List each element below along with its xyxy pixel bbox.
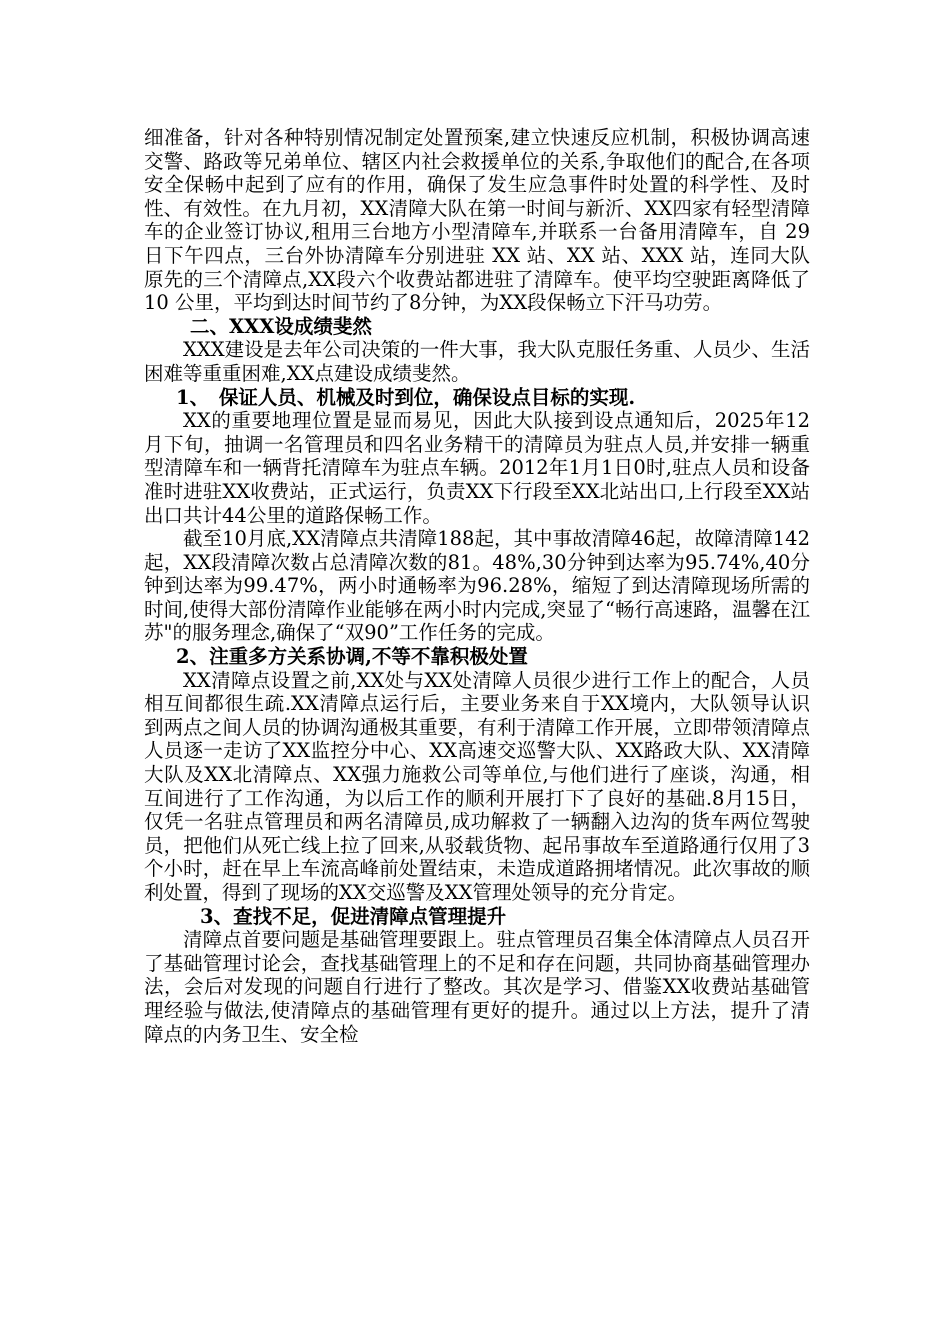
paragraph-sub1-b: 截至10月底,XX清障点共清障188起，其中事故清障46起，故障清障142起，XX段清障次数占总清障次数的81。48%,30分钟到达率为95.74%,40分钟到达率为99.47%，两小时通畅率为96.28%，缩短了到达清障现场所需的时间,使得大部份清障作业能够在两小时内完成,突显了“畅行高速路，温馨在江苏"的服务理念,确保了“双90”工作任务的完成。 xyxy=(144,527,810,645)
subheading-2: 2、注重多方关系协调,不等不靠积极处置 xyxy=(176,645,528,669)
subheading-3: 3、查找不足，促进清障点管理提升 xyxy=(200,904,507,928)
section-heading-2: 二、XXX设成绩斐然 xyxy=(190,314,372,338)
subheading-1: 1、 保证人员、机械及时到位，确保设点目标的实现. xyxy=(176,385,636,409)
paragraph-sub3: 清障点首要问题是基础管理要跟上。驻点管理员召集全体清障点人员召开了基础管理讨论会，查找基础管理上的不足和存在问题，共同协商基础管理办法，会后对发现的问题自行进行了整改。其次是学习、借鉴XX收费站基础管理经验与做法,使清障点的基础管理有更好的提升。通过以上方法，提升了清障点的内务卫生、安全检 xyxy=(144,928,810,1046)
paragraph-sub1-a: XX的重要地理位置是显而易见，因此大队接到设点通知后，2025年12月下旬，抽调一名管理员和四名业务精干的清障员为驻点人员,并安排一辆重型清障车和一辆背托清障车为驻点车辆。2012年1月1日0时,驻点人员和设备准时进驻XX收费站，正式运行，负责XX下行段至XX北站出口,上行段至XX站出口共计44公里的道路保畅工作。 xyxy=(144,409,810,527)
paragraph-intro: 细准备，针对各种特别情况制定处置预案,建立快速反应机制，积极协调高速交警、路政等兄弟单位、辖区内社会救援单位的关系,争取他们的配合,在各项安全保畅中起到了应有的作用，确保了发生应急事件时处置的科学性、及时性、有效性。在九月初，XX清障大队在第一时间与新沂、XX四家有轻型清障车的企业签订协议,租用三台地方小型清障车,并联系一台备用清障车，自 29 日下午四点，三台外协清障车分别进驻 XX 站、XX 站、XXX 站，连同大队原先的三个清障点,XX段六个收费站都进驻了清障车。使平均空驶距离降低了 10 公里，平均到达时间节约了8分钟，为XX段保畅立下汗马功劳。 xyxy=(144,126,810,315)
paragraph-sub2: XX清障点设置之前,XX处与XX处清障人员很少进行工作上的配合，人员相互间都很生疏.XX清障点运行后，主要业务来自于XX境内，大队领导认识到两点之间人员的协调沟通极其重要，有利于清障工作开展，立即带领清障点人员逐一走访了XX监控分中心、XX高速交巡警大队、XX路政大队、XX清障大队及XX北清障点、XX强力施救公司等单位,与他们进行了座谈，沟通，相互间进行了工作沟通，为以后工作的顺利开展打下了良好的基础.8月15日，仅凭一名驻点管理员和两名清障员,成功解救了一辆翻入边沟的货车两位驾驶员，把他们从死亡线上拉了回来,从驳载货物、起吊事故车至道路通行仅用了3个小时，赶在早上车流高峰前处置结束，未造成道路拥堵情况。此次事故的顺利处置，得到了现场的XX交巡警及XX管理处领导的充分肯定。 xyxy=(144,668,810,904)
paragraph-section-2: XXX建设是去年公司决策的一件大事，我大队克服任务重、人员少、生活困难等重重困难,XX点建设成绩斐然。 xyxy=(144,338,810,385)
document-page xyxy=(144,126,810,1046)
